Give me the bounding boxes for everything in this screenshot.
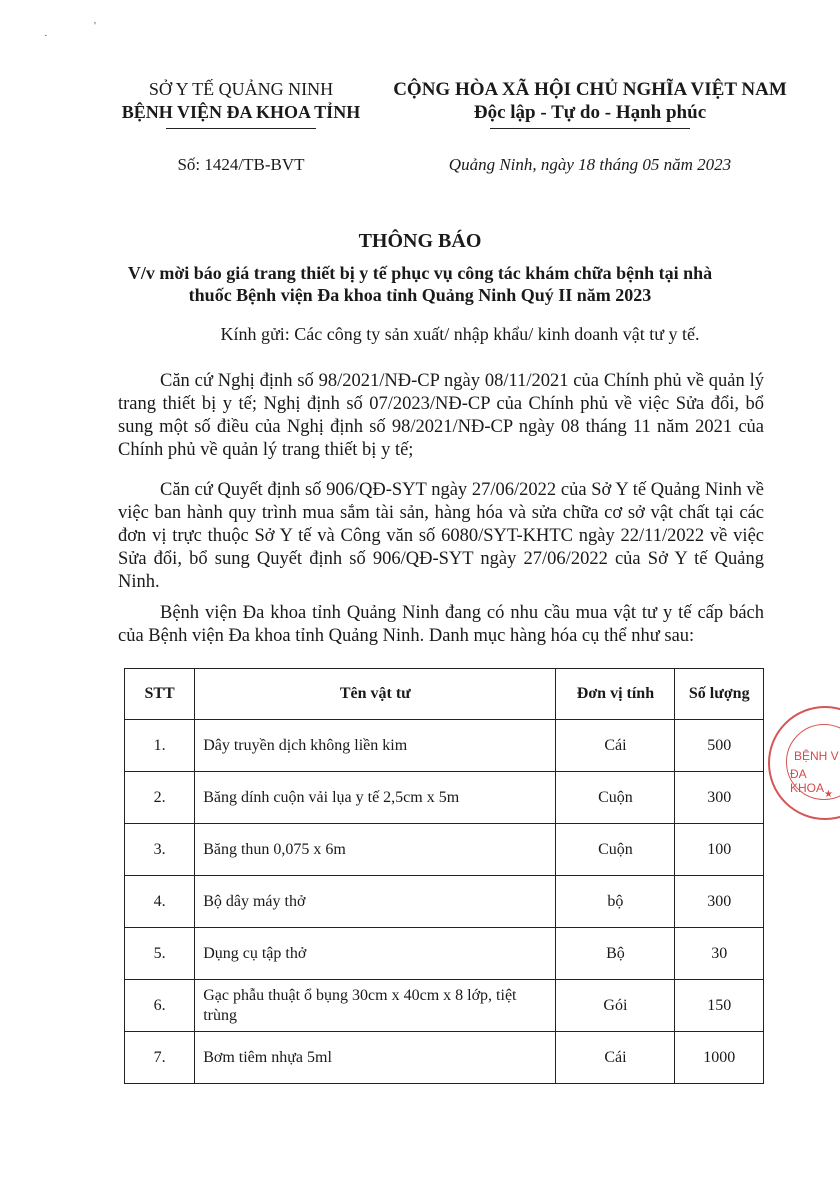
header-stt: STT [125,669,195,720]
cell-quantity: 500 [675,720,764,772]
cell-item-name: Dụng cụ tập thở [195,928,556,980]
issue-date: Quảng Ninh, ngày 18 tháng 05 năm 2023 [448,155,732,174]
stamp-text-line2: ĐA KHOA [790,767,825,795]
table-row [125,824,764,876]
paragraph-request: Bệnh viện Đa khoa tỉnh Quảng Ninh đang có nhu cầu mua vật tư y tế cấp bách của Bệnh viện Đa khoa tỉnh Quảng Ninh. Danh mục hàng hóa cụ thể như sau: [118,603,764,646]
cell-item-name: Dây truyền dịch không liền kim [195,720,556,772]
header-unit: Đơn vị tính [556,669,675,720]
cell-stt: 1. [125,720,195,772]
cell-unit: bộ [556,876,675,928]
table-row [125,772,764,824]
stamp-text-line1: BỆNH V [794,749,839,763]
cell-quantity: 30 [675,928,764,980]
national-motto: Độc lập - Tự do - Hạnh phúc [473,102,707,123]
table-header-row [125,669,764,720]
cell-item-name: Gạc phẫu thuật ổ bụng 30cm x 40cm x 8 lớp, tiệt trùng [195,980,556,1032]
cell-unit: Cái [556,720,675,772]
cell-stt: 7. [125,1032,195,1084]
paragraph-legal-basis-1: Căn cứ Nghị định số 98/2021/NĐ-CP ngày 08/11/2021 của Chính phủ về quản lý trang thiết bị y tế; Nghị định số 07/2023/NĐ-CP của Chính phủ về việc Sửa đổi, bổ sung một số điều của Nghị định số 98/2021/NĐ-CP ngày 08 tháng 11 năm 2021 của Chính phủ về quản lý trang thiết bị y tế; [118,371,764,460]
cell-unit: Cuộn [556,772,675,824]
table-row [125,1032,764,1084]
cell-quantity: 100 [675,824,764,876]
document-title: THÔNG BÁO [358,230,482,252]
cell-stt: 5. [125,928,195,980]
parent-agency: SỞ Y TẾ QUẢNG NINH [148,79,334,99]
header-quantity: Số lượng [675,669,764,720]
national-header [390,78,790,175]
items-table [124,668,764,1084]
cell-stt: 4. [125,876,195,928]
table-row [125,720,764,772]
cell-stt: 6. [125,980,195,1032]
cell-stt: 2. [125,772,195,824]
table-row [125,876,764,928]
cell-unit: Bộ [556,928,675,980]
scan-mark-icon: ' [94,20,96,32]
agency-header [86,78,396,175]
cell-item-name: Bộ dây máy thở [195,876,556,928]
header-divider [166,128,316,129]
header-item-name: Tên vật tư [195,669,556,720]
cell-quantity: 150 [675,980,764,1032]
cell-stt: 3. [125,824,195,876]
cell-item-name: Băng dính cuộn vải lụa y tế 2,5cm x 5m [195,772,556,824]
cell-unit: Cuộn [556,824,675,876]
scan-mark-icon: · [44,30,48,42]
cell-item-name: Bơm tiêm nhựa 5ml [195,1032,556,1084]
issuing-agency: BỆNH VIỆN ĐA KHOA TỈNH [121,102,361,122]
cell-unit: Gói [556,980,675,1032]
cell-unit: Cái [556,1032,675,1084]
cell-quantity: 300 [675,772,764,824]
cell-quantity: 300 [675,876,764,928]
paragraph-legal-basis-2: Căn cứ Quyết định số 906/QĐ-SYT ngày 27/06/2022 của Sở Y tế Quảng Ninh về việc ban hành quy trình mua sắm tài sản, hàng hóa và sửa chữa cơ sở vật chất tại các đơn vị trực thuộc Sở Y tế và Công văn số 6080/SYT-KHTC ngày 22/11/2022 về việc Sửa đổi, bổ sung Quyết định số 906/QĐ-SYT ngày 27/06/2022 của Sở Y tế Quảng Ninh. [118,480,764,592]
table-row [125,980,764,1032]
recipient-line: Kính gửi: Các công ty sản xuất/ nhập khẩu/ kinh doanh vật tư y tế. [220,324,700,344]
table-row [125,928,764,980]
cell-quantity: 1000 [675,1032,764,1084]
cell-item-name: Băng thun 0,075 x 6m [195,824,556,876]
stamp-star-icon: ★ [824,789,833,800]
national-title: CỘNG HÒA XÃ HỘI CHỦ NGHĨA VIỆT NAM [393,79,787,100]
document-number: Số: 1424/TB-BVT [177,155,305,174]
document-subject: V/v mời báo giá trang thiết bị y tế phục vụ công tác khám chữa bệnh tại nhà thuốc Bệnh viện Đa khoa tỉnh Quảng Ninh Quý II năm 2023 [127,263,713,305]
motto-divider [490,128,690,129]
